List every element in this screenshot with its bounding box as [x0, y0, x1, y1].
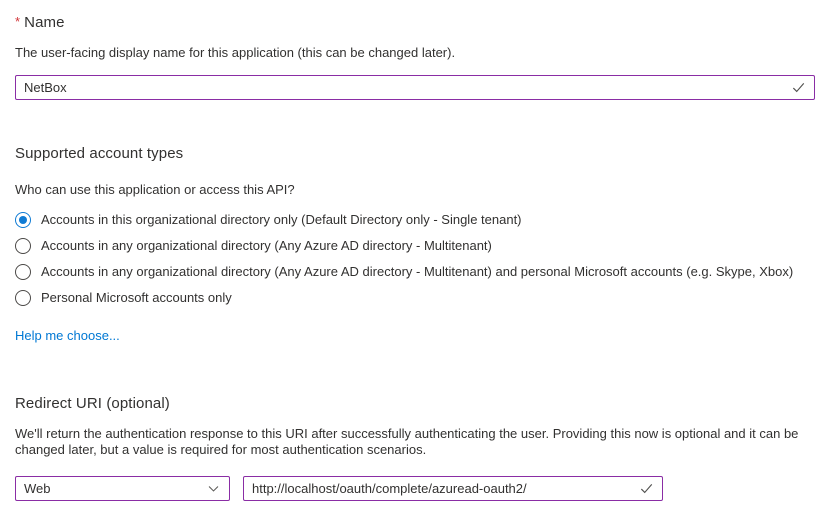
supported-account-types-section [15, 144, 815, 345]
redirect-uri-title: Redirect URI (optional) [15, 395, 170, 412]
platform-select[interactable] [15, 476, 230, 501]
valid-check-icon [639, 481, 654, 496]
radio-button-icon[interactable] [15, 264, 31, 280]
name-section-title [15, 12, 815, 32]
account-type-option-multitenant[interactable] [15, 233, 815, 259]
name-description: The user-facing display name for this application (this can be changed later). [15, 45, 456, 60]
account-type-option-multitenant-personal[interactable] [15, 259, 815, 285]
radio-button-icon[interactable] [15, 290, 31, 306]
option-label: Personal Microsoft accounts only [41, 290, 232, 305]
account-type-option-single-tenant[interactable] [15, 207, 815, 233]
redirect-uri-description: We'll return the authentication response to this URI after successfully authenticating the user. Providing this now is optional and it can be changed later, but a value is required for most authentication scenarios. [15, 426, 799, 457]
redirect-uri-input-wrapper [243, 476, 663, 501]
help-me-choose-link[interactable]: Help me choose... [15, 328, 120, 343]
name-input-wrapper [15, 75, 815, 100]
radio-button-icon[interactable] [15, 212, 31, 228]
required-asterisk: * [15, 14, 21, 29]
name-title-text: Name [24, 14, 65, 31]
option-label: Accounts in any organizational directory (Any Azure AD directory - Multitenant) [41, 238, 492, 253]
valid-check-icon [791, 80, 806, 95]
redirect-uri-section [15, 394, 815, 501]
platform-select-value: Web [24, 481, 51, 496]
account-types-question: Who can use this application or access this API? [15, 182, 295, 197]
supported-account-types-title: Supported account types [15, 145, 184, 162]
name-input[interactable] [16, 76, 791, 99]
redirect-uri-controls [15, 476, 815, 501]
radio-button-icon[interactable] [15, 238, 31, 254]
account-type-option-personal-only[interactable] [15, 285, 815, 311]
name-section [15, 12, 815, 100]
chevron-down-icon [207, 482, 220, 495]
redirect-uri-input[interactable] [244, 477, 639, 500]
account-type-options [15, 207, 815, 311]
option-label: Accounts in this organizational directory only (Default Directory only - Single tenant) [41, 212, 522, 227]
option-label: Accounts in any organizational directory (Any Azure AD directory - Multitenant) and personal Microsoft accounts (e.g. Skype, Xbox) [41, 264, 794, 279]
